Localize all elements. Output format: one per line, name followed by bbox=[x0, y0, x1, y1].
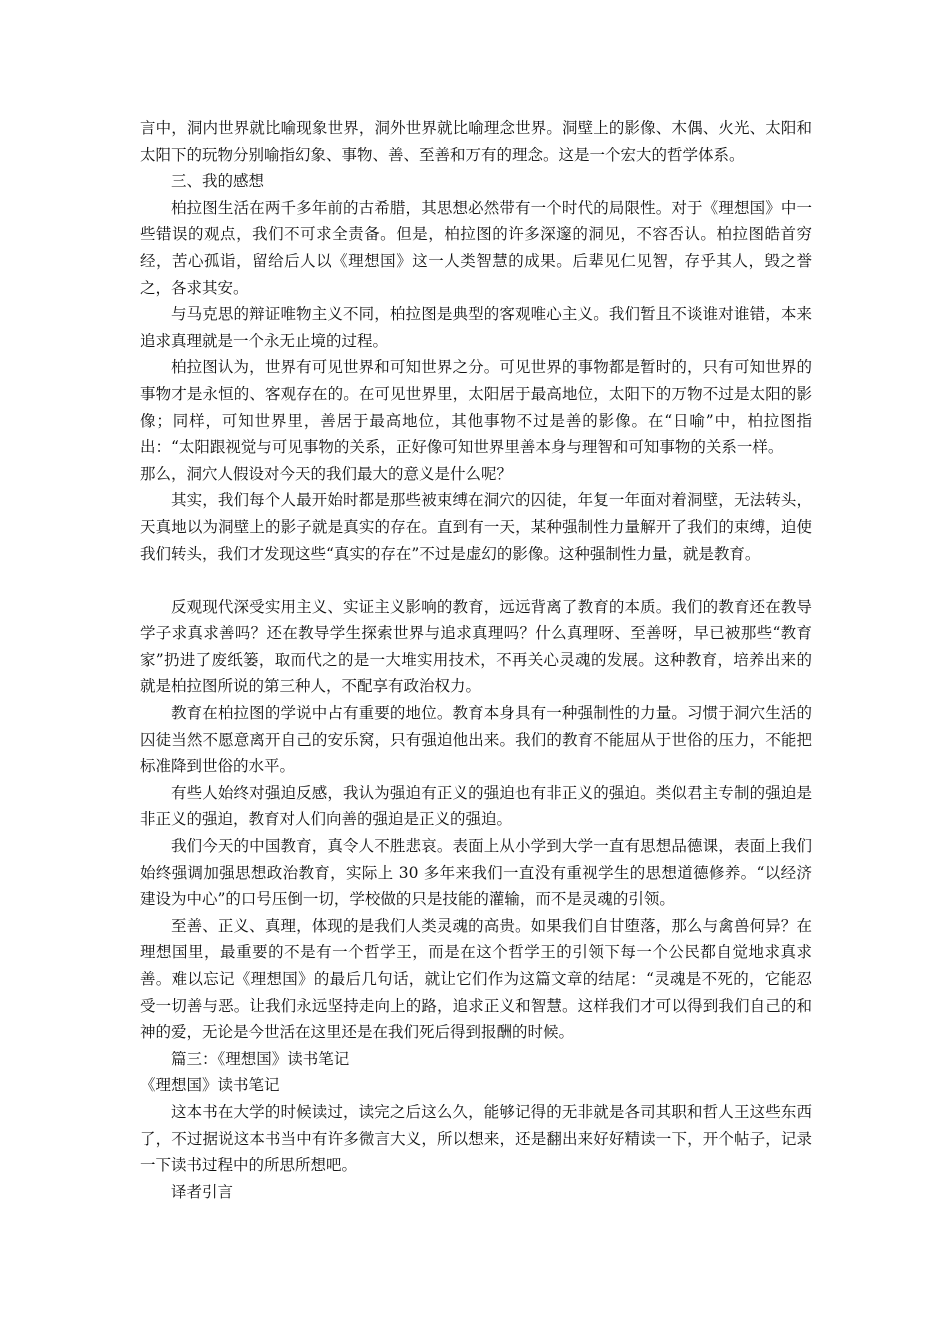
blank-line bbox=[140, 567, 812, 594]
paragraph-visible-intelligible-world: 柏拉图认为，世界有可见世界和可知世界之分。可见世界的事物都是暂时的，只有可知世界的事物才是永恒的、客观存在的。在可见世界里，太阳居于最高地位，太阳下的万物不过是太阳的影像；同样，可知世界里，善居于最高地位，其他事物不过是善的影像。在“日喻”中，柏拉图指出：“太阳跟视觉与可见事物的关系，正好像可知世界里善本身与理智和可知事物的关系一样。 bbox=[140, 358, 812, 457]
paragraph-marx-comparison: 与马克思的辩证唯物主义不同，柏拉图是典型的客观唯心主义。我们暂且不谈谁对谁错，本来追求真理就是一个永无止境的过程。 bbox=[140, 305, 812, 350]
paragraph-modern-education: 反观现代深受实用主义、实证主义影响的教育，远远背离了教育的本质。我们的教育还在教导学子求真求善吗？还在教导学生探索世界与追求真理吗？什么真理呀、至善呀，早已被那些“教育家”扔进了废纸篓，取而代之的是一大堆实用技术，不再关心灵魂的发展。这种教育，培养出来的就是柏拉图所说的第三种人，不配享有政治权力。 bbox=[140, 597, 812, 696]
paragraph-education-role: 教育在柏拉图的学说中占有重要的地位。教育本身具有一种强制性的力量。习惯于洞穴生活的囚徒当然不愿意离开自己的安乐窝，只有强迫他出来。我们的教育不能屈从于世俗的压力，不能把标准降到世俗的水平。 bbox=[140, 704, 812, 776]
document-page bbox=[140, 115, 812, 1205]
paragraph-chinese-education: 我们今天的中国教育，真令人不胜悲哀。表面上从小学到大学一直有思想品德课，表面上我们始终强调加强思想政治教育，实际上 30 多年来我们一直没有重视学生的思想道德修养。“以经济建设为中心”的口号压倒一切，学校做的只是技能的灌输，而不是灵魂的引领。 bbox=[140, 837, 812, 909]
paragraph-reading-notes-intro: 这本书在大学的时候读过，读完之后这么久，能够记得的无非就是各司其职和哲人王这些东西了，不过据说这本书当中有许多微言大义，所以想来，还是翻出来好好精读一下，开个帖子，记录一下读书过程中的所思所想吧。 bbox=[140, 1102, 812, 1175]
paragraph-plato-limitations: 柏拉图生活在两千多年前的古希腊，其思想必然带有一个时代的局限性。对于《理想国》中一些错误的观点，我们不可求全责备。但是，柏拉图的许多深邃的洞见，不容否认。柏拉图皓首穷经，苦心孤诣，留给后人以《理想国》这一人类智慧的成果。后辈见仁见智，存乎其人，毁之誉之，各求其安。 bbox=[140, 198, 812, 297]
section-heading-my-thoughts: 三、我的感想 bbox=[171, 172, 265, 191]
paragraph-soul-nobility: 至善、正义、真理，体现的是我们人类灵魂的高贵。如果我们自甘堕落，那么与禽兽何异？在理想国里，最重要的不是有一个哲学王，而是在这个哲学王的引领下每一个公民都自觉地求真求善。难以忘记《理想国》的最后几句话，就让它们作为这篇文章的结尾：“灵魂是不死的，它能忍受一切善与恶。让我们永远坚持走向上的路，追求正义和智慧。这样我们才可以得到我们自己的和神的爱，无论是今世活在这里还是在我们死后得到报酬的时候。 bbox=[140, 916, 812, 1042]
paragraph-cave-allegory-end: 言中，洞内世界就比喻现象世界，洞外世界就比喻理念世界。洞壁上的影像、木偶、火光、太阳和太阳下的玩物分别喻指幻象、事物、善、至善和万有的理念。这是一个宏大的哲学体系。 bbox=[140, 119, 812, 164]
paragraph-prisoners-education: 其实，我们每个人最开始时都是那些被束缚在洞穴的囚徒，年复一年面对着洞壁，无法转头，天真地以为洞壁上的影子就是真实的存在。直到有一天，某种强制性力量解开了我们的束缚，迫使我们转头，我们才发现这些“真实的存在”不过是虚幻的影像。这种强制性力量，就是教育。 bbox=[140, 491, 812, 563]
reading-notes-title: 《理想国》读书笔记 bbox=[140, 1076, 280, 1095]
article-three-title: 篇三：《理想国》读书笔记 bbox=[171, 1049, 350, 1068]
paragraph-cave-question: 那么，洞穴人假设对今天的我们最大的意义是什么呢？ bbox=[140, 464, 513, 483]
heading-translator-preface: 译者引言 bbox=[171, 1182, 234, 1201]
paragraph-just-compulsion: 有些人始终对强迫反感，我认为强迫有正义的强迫也有非正义的强迫。类似君主专制的强迫是非正义的强迫，教育对人们向善的强迫是正义的强迫。 bbox=[140, 783, 812, 829]
